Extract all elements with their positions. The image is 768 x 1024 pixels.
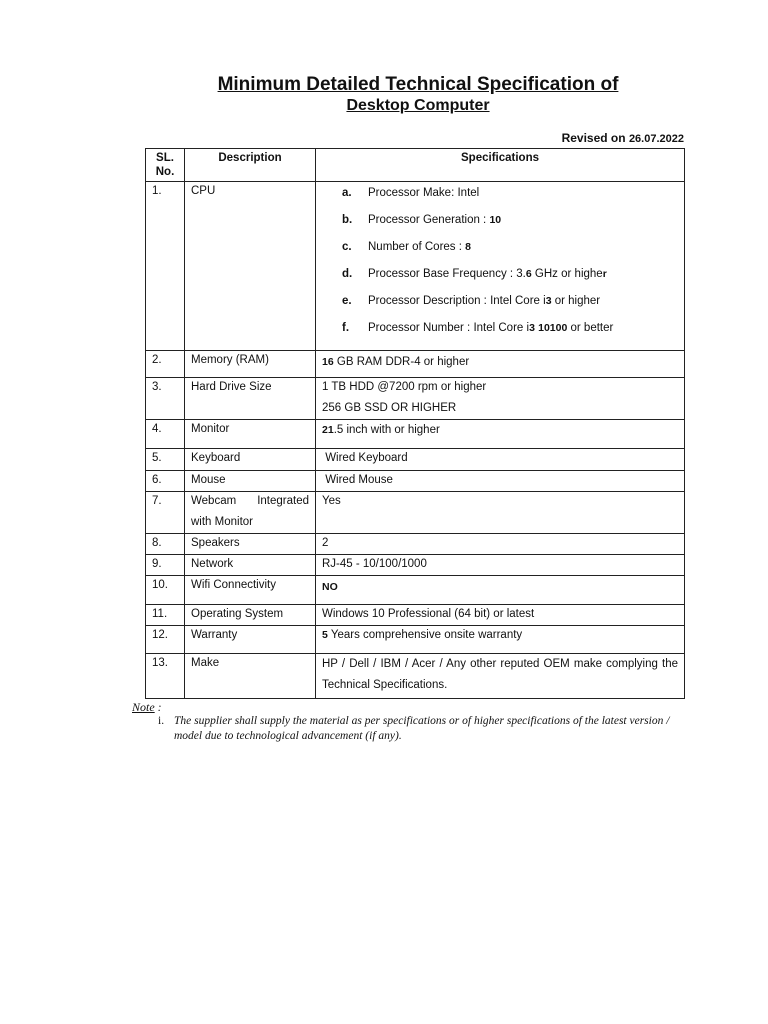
title-line-2: Desktop Computer (346, 97, 490, 114)
table-row-memory (146, 351, 685, 378)
row-description: Make (185, 654, 316, 699)
cpu-value: 8 (465, 241, 471, 253)
cpu-text (368, 186, 479, 213)
row-sl: 13. (146, 654, 185, 699)
row-description: Speakers (185, 534, 316, 555)
table-header-row (146, 149, 685, 182)
cpu-text (368, 267, 607, 294)
table-row-monitor (146, 420, 685, 449)
specification-table (145, 148, 685, 699)
row-spec: RJ-45 - 10/100/1000 (316, 555, 685, 576)
cpu-text-main: Processor Description : Intel Core i (368, 295, 546, 307)
table-row-mouse (146, 471, 685, 492)
row-description (185, 492, 316, 534)
row-spec: Yes (316, 492, 685, 534)
spec-value: 21 (322, 424, 334, 436)
row-sl: 11. (146, 605, 185, 626)
cpu-sub-list (322, 186, 678, 348)
cpu-value-2: 10100 (538, 322, 568, 334)
row-spec: HP / Dell / IBM / Acer / Any other reputed OEM make complying the Technical Specifications. (316, 654, 685, 699)
row-description: Network (185, 555, 316, 576)
row-description: CPU (185, 182, 316, 351)
row-spec (316, 576, 685, 605)
cpu-text-main: Number of Cores : (368, 241, 466, 253)
row-sl: 10. (146, 576, 185, 605)
row-spec-cpu (316, 182, 685, 351)
cpu-item-c (322, 240, 678, 267)
cpu-item-a (322, 186, 678, 213)
spec-text: .5 inch with or higher (333, 424, 440, 436)
row-sl: 2. (146, 351, 185, 378)
note-item-text: The supplier shall supply the material as per specifications or of higher specifications of the latest version / model due to technological advancement (if any). (174, 715, 670, 742)
description-word-2: Integrated (257, 495, 309, 507)
note-item-number: i. (158, 715, 165, 727)
cpu-letter: f. (342, 322, 350, 334)
table-row-network (146, 555, 685, 576)
cpu-value: 6 (525, 268, 532, 280)
description-line-2: with Monitor (191, 516, 253, 528)
cpu-letter: b. (342, 214, 353, 226)
cpu-item-e (322, 294, 678, 321)
row-sl: 12. (146, 626, 185, 654)
table-row-webcam (146, 492, 685, 534)
cpu-value: 10 (489, 214, 502, 226)
cpu-text-main: Processor Number : Intel Core i (368, 322, 530, 334)
table-row-os (146, 605, 685, 626)
cpu-item-b (322, 213, 678, 240)
row-description: Keyboard (185, 449, 316, 471)
spec-text: 1 TB HDD @7200 rpm or higher (322, 381, 487, 393)
row-spec: Wired Keyboard (316, 449, 685, 471)
table-row-warranty (146, 626, 685, 654)
revised-date-label (562, 131, 684, 145)
spec-text-2: 256 GB SSD OR HIGHER (322, 402, 457, 414)
cpu-text (368, 213, 501, 240)
note-colon: : (154, 700, 162, 714)
row-spec (316, 378, 685, 420)
row-spec: Windows 10 Professional (64 bit) or latest (316, 605, 685, 626)
spec-value: 5 (322, 629, 328, 641)
spec-text: GB RAM DDR-4 or higher (333, 356, 470, 368)
cpu-text-after: or higher (551, 295, 601, 307)
cpu-value: 3 (545, 295, 552, 307)
table-row-keyboard (146, 449, 685, 471)
row-sl: 1. (146, 182, 185, 351)
cpu-text-after-2: or better (567, 322, 614, 334)
row-description: Warranty (185, 626, 316, 654)
cpu-letter: d. (342, 268, 353, 280)
row-sl: 5. (146, 449, 185, 471)
header-specifications: Specifications (316, 149, 685, 182)
cpu-item-d (322, 267, 678, 294)
cpu-text-main: Processor Make: Intel (368, 187, 480, 199)
cpu-letter: a. (342, 187, 352, 199)
row-spec (316, 420, 685, 449)
table-row-speakers (146, 534, 685, 555)
cpu-letter: e. (342, 295, 352, 307)
row-sl: 3. (146, 378, 185, 420)
row-spec: 2 (316, 534, 685, 555)
header-description: Description (185, 149, 316, 182)
revised-date: 26.07.2022 (628, 133, 684, 145)
cpu-text-main: Processor Base Frequency : 3. (368, 268, 526, 280)
revised-label: Revised on (561, 131, 626, 145)
cpu-text-after: GHz or highe (531, 268, 603, 280)
row-sl: 7. (146, 492, 185, 534)
row-sl: 8. (146, 534, 185, 555)
row-spec (316, 351, 685, 378)
row-description: Wifi Connectivity (185, 576, 316, 605)
table-row-hard-drive (146, 378, 685, 420)
table-row-make (146, 654, 685, 699)
table-row-cpu (146, 182, 685, 351)
row-description: Memory (RAM) (185, 351, 316, 378)
spec-text: Years comprehensive onsite warranty (327, 629, 523, 641)
cpu-text-main: Processor Generation : (368, 214, 490, 226)
cpu-value: 3 (529, 322, 535, 334)
row-spec: Wired Mouse (316, 471, 685, 492)
description-line-1 (191, 494, 309, 508)
row-description: Operating System (185, 605, 316, 626)
row-spec (316, 626, 685, 654)
spec-value: 16 (322, 356, 334, 368)
cpu-value-2: r (602, 268, 607, 280)
row-description: Hard Drive Size (185, 378, 316, 420)
row-sl: 9. (146, 555, 185, 576)
row-description: Monitor (185, 420, 316, 449)
table-row-wifi (146, 576, 685, 605)
row-sl: 4. (146, 420, 185, 449)
note-label-text: Note (132, 700, 155, 714)
cpu-item-f (322, 321, 678, 348)
note-label (132, 700, 162, 715)
row-description: Mouse (185, 471, 316, 492)
cpu-text (368, 294, 600, 321)
cpu-text (368, 240, 471, 267)
cpu-letter: c. (342, 241, 352, 253)
spec-value: NO (322, 581, 338, 593)
title-line-1: Minimum Detailed Technical Specification of (217, 74, 619, 95)
header-sl-no: SL. No. (146, 149, 185, 182)
row-sl: 6. (146, 471, 185, 492)
description-word-1: Webcam (191, 495, 237, 507)
note-item (158, 714, 698, 744)
cpu-text (368, 321, 613, 348)
